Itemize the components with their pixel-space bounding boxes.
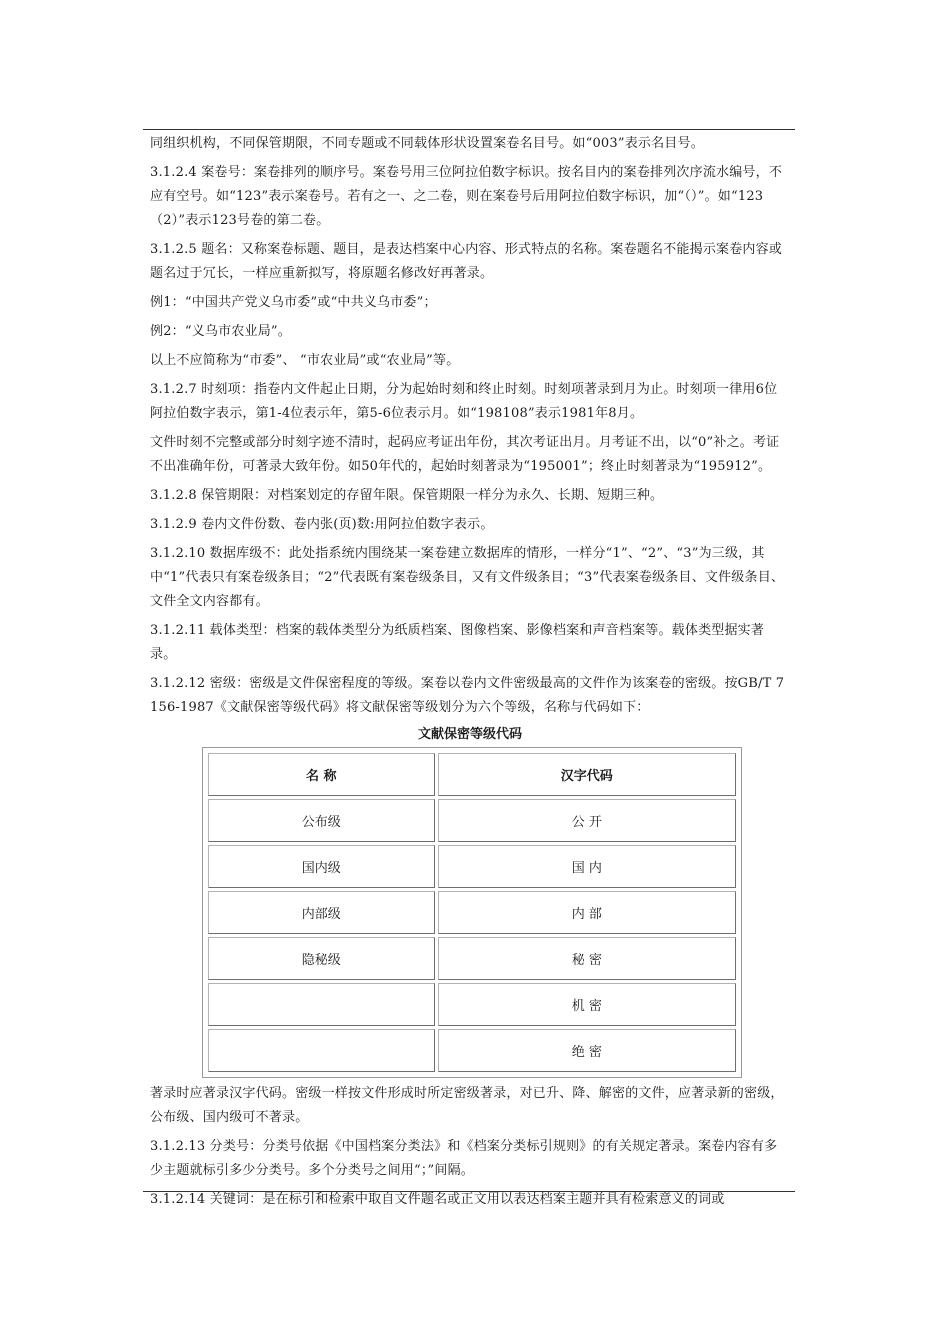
paragraph: 3.1.2.12 密级：密级是文件保密程度的等级。案卷以卷内文件密级最高的文件作为该案卷的密级。按GB/T 7156-1987《文献保密等级代码》将文献保密等级划分为六个等级，名称与代码如下：: [150, 676, 785, 715]
table-caption: 文献保密等级代码: [417, 727, 522, 742]
paragraph: 3.1.2.9 卷内文件份数、卷内张(页)数:用阿拉伯数字表示。: [150, 517, 494, 532]
paragraph: 著录时应著录汉字代码。密级一样按文件形成时所定密级著录，对已升、降、解密的文件，应著录新的密级，公布级、国内级可不著录。: [150, 1086, 784, 1125]
table-header-row: [208, 753, 736, 796]
paragraph: 3.1.2.11 载体类型：档案的载体类型分为纸质档案、图像档案、影像档案和声音档案等。载体类型据实著录。: [150, 623, 765, 662]
paragraph: 3.1.2.10 数据库级不：此处指系统内围绕某一案卷建立数据库的情形，一样分“1”、“2”、“3”为三级，其中“1”代表只有案卷级条目；“2”代表既有案卷级条目，又有文件级条目；“3”代表案卷级条目、文件级条目、文件全文内容都有。: [150, 546, 785, 609]
paragraph: 例1：“中国共产党义乌市委”或“中共义乌市委”；: [150, 295, 437, 310]
table-row: [208, 1029, 736, 1072]
header-rule: [143, 129, 795, 130]
table-cell-code: 公 开: [438, 799, 736, 842]
paragraph: 3.1.2.5 题名：又称案卷标题、题目，是表达档案中心内容、形式特点的名称。案卷题名不能揭示案卷内容或题名过于冗长，一样应重新拟写，将原题名修改好再著录。: [150, 242, 783, 281]
table-row: [208, 891, 736, 934]
document-body: [150, 132, 790, 1217]
table-row: [208, 845, 736, 888]
secrecy-level-table: [205, 750, 739, 1075]
paragraph: 3.1.2.13 分类号：分类号依据《中国档案分类法》和《档案分类标引规则》的有关规定著录。案卷内容有多少主题就标引多少分类号。多个分类号之间用“；”间隔。: [150, 1139, 778, 1178]
paragraph: 以上不应简称为“市委”、 “市农业局”或“农业局”等。: [150, 353, 460, 368]
paragraph: 文件时刻不完整或部分时刻字迹不清时，起码应考证出年份，其次考证出月。月考证不出，以“0”补之。考证不出准确年份，可著录大致年份。如50年代的，起始时刻著录为“195001”；终止时刻著录为“195912”。: [150, 435, 780, 474]
table-cell-code: 内 部: [438, 891, 736, 934]
paragraph: 例2：“义乌市农业局”。: [150, 324, 291, 339]
table-cell-name: [208, 1029, 435, 1072]
paragraph: 3.1.2.8 保管期限：对档案划定的存留年限。保管期限一样分为永久、长期、短期三种。: [150, 488, 664, 503]
column-header-name: 名 称: [208, 753, 435, 796]
paragraph: 同组织机构，不同保管期限，不同专题或不同载体形状设置案卷名目号。如“003”表示名目号。: [150, 136, 704, 151]
table-cell-code: 秘 密: [438, 937, 736, 980]
table-row: [208, 937, 736, 980]
table-cell-code: 机 密: [438, 983, 736, 1026]
table-cell-name: 隐秘级: [208, 937, 435, 980]
secrecy-table-frame: [202, 747, 742, 1078]
table-row: [208, 983, 736, 1026]
table-cell-name: 公布级: [208, 799, 435, 842]
paragraph: 3.1.2.4 案卷号：案卷排列的顺序号。案卷号用三位阿拉伯数字标识。按名目内的案卷排列次序流水编号，不应有空号。如“123”表示案卷号。若有之一、之二卷，则在案卷号后用阿拉伯数字标识，加“（）”。如“123（2）”表示123号卷的第二卷。: [150, 165, 783, 228]
table-cell-code: 绝 密: [438, 1029, 736, 1072]
column-header-code: 汉字代码: [438, 753, 736, 796]
footer-rule: [143, 1191, 795, 1192]
table-row: [208, 799, 736, 842]
table-cell-name: [208, 983, 435, 1026]
table-cell-code: 国 内: [438, 845, 736, 888]
table-cell-name: 国内级: [208, 845, 435, 888]
table-cell-name: 内部级: [208, 891, 435, 934]
paragraph: 3.1.2.7 时刻项：指卷内文件起止日期，分为起始时刻和终止时刻。时刻项著录到月为止。时刻项一律用6位阿拉伯数字表示，第1-4位表示年，第5-6位表示月。如“198108”表示1981年8月。: [150, 382, 778, 421]
paragraph: 3.1.2.14 关键词：是在标引和检索中取自文件题名或正文用以表达档案主题并具有检索意义的词或: [150, 1192, 725, 1207]
